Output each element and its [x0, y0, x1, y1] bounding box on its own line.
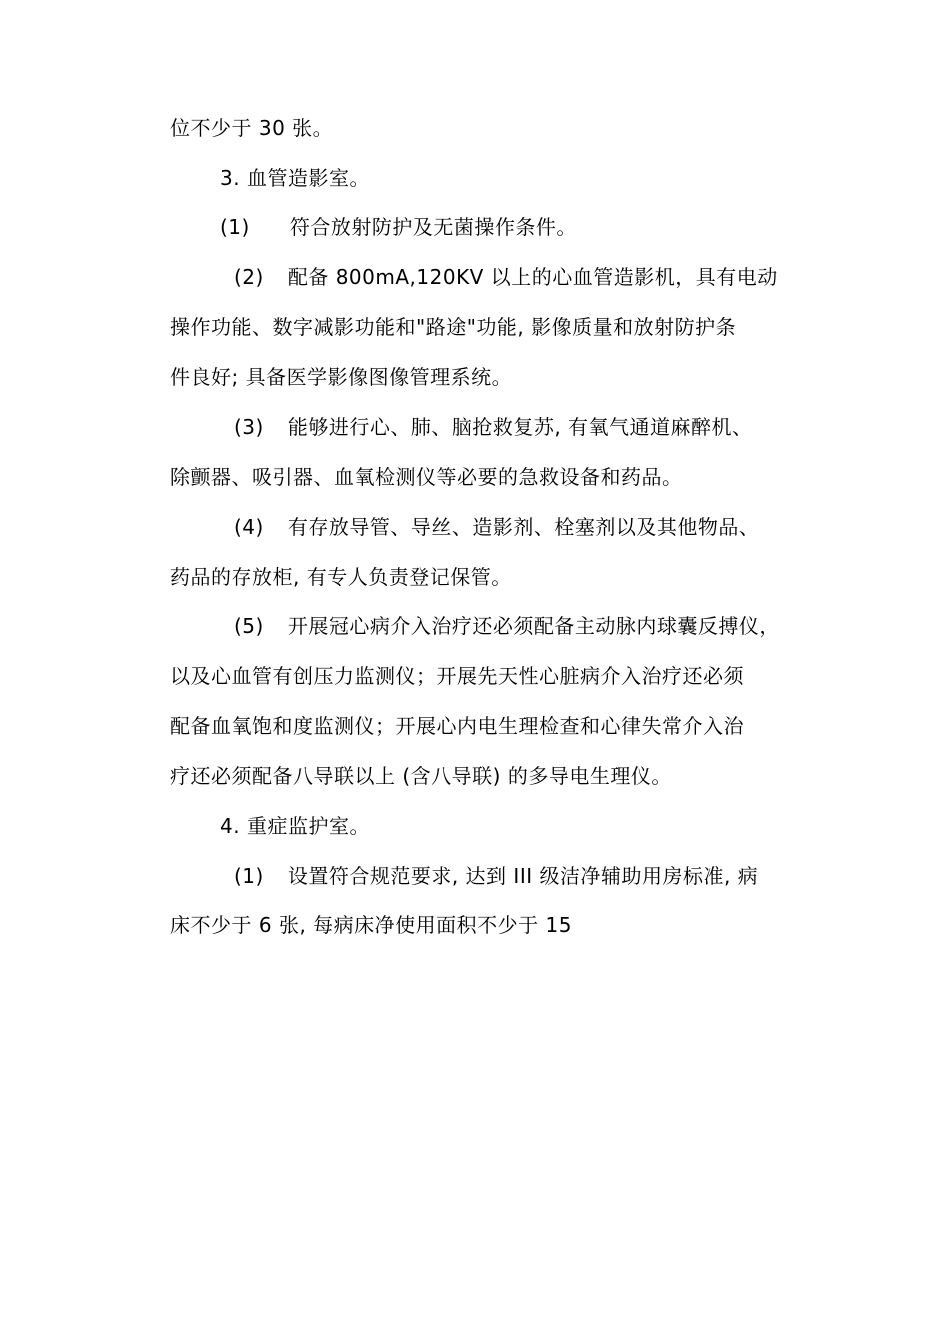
list-item [234, 515, 759, 539]
text-line: 以及心血管有创压力监测仪；开展先天性心脏病介入治疗还必须 [170, 664, 744, 688]
item-text: 能够进行心、肺、脑抢救复苏, 有氧气通道麻醉机、 [287, 415, 753, 439]
item-number: (3) [234, 415, 264, 439]
item-text: 设置符合规范要求, 达到 III 级洁净辅助用房标准, 病 [287, 864, 759, 888]
item-number: (5) [234, 614, 264, 638]
list-item [234, 864, 758, 888]
list-item [220, 215, 577, 239]
text-line: 疗还必须配备八导联以上 (含八导联) 的多导电生理仪。 [170, 764, 672, 788]
text-line: 除颤器、吸引器、血氧检测仪等必要的急救设备和药品。 [170, 465, 683, 489]
section-heading: 3. 血管造影室。 [220, 166, 370, 190]
item-number: (1) [220, 215, 250, 239]
text-line: 位不少于 30 张。 [170, 116, 334, 140]
item-number: (4) [234, 515, 264, 539]
section-heading: 4. 重症监护室。 [220, 814, 370, 838]
text-line: 药品的存放柜, 有专人负责登记保管。 [170, 565, 512, 589]
item-text: 有存放导管、导丝、造影剂、栓塞剂以及其他物品、 [287, 515, 760, 539]
list-item [234, 265, 778, 289]
item-text: 开展冠心病介入治疗还必须配备主动脉内球囊反搏仪， [287, 614, 780, 638]
list-item [234, 415, 753, 439]
text-line: 床不少于 6 张, 每病床净使用面积不少于 15 [170, 913, 572, 937]
item-number: (1) [234, 864, 264, 888]
text-line: 配备血氧饱和度监测仪；开展心内电生理检查和心律失常介入治 [170, 714, 744, 738]
list-item [234, 614, 780, 638]
item-text: 符合放射防护及无菌操作条件。 [289, 215, 577, 239]
item-number: (2) [234, 265, 264, 289]
item-text: 配备 800mA,120KV 以上的心血管造影机，具有电动 [287, 265, 778, 289]
text-line: 操作功能、数字减影功能和"路途"功能, 影像质量和放射防护条 [170, 315, 737, 339]
text-line: 件良好; 具备医学影像图像管理系统。 [170, 365, 513, 389]
